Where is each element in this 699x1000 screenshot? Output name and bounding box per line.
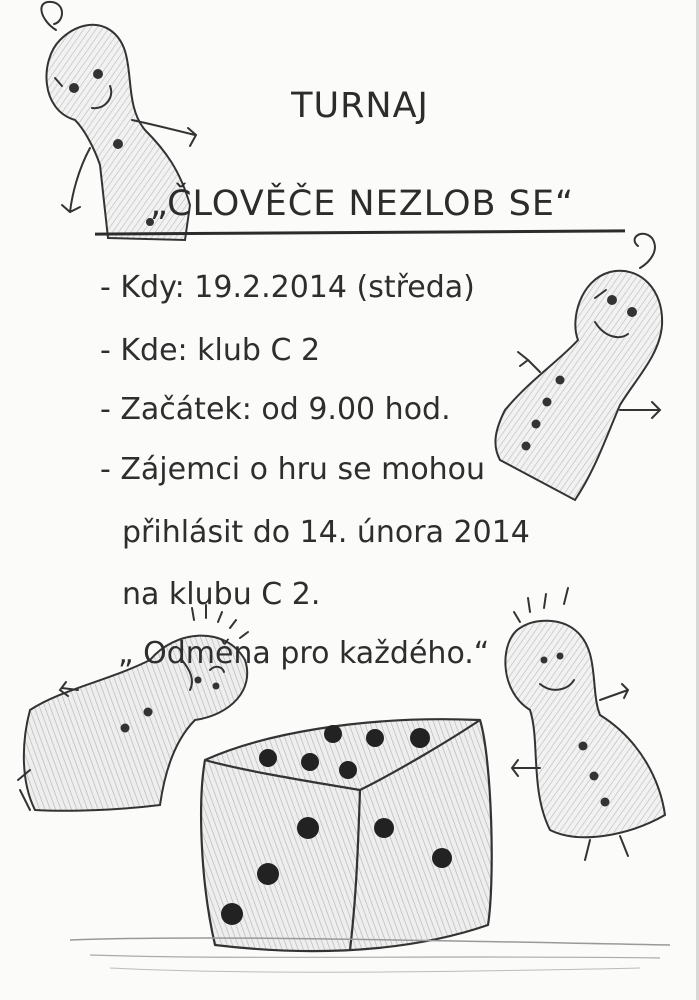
- game-piece-right: [495, 234, 662, 500]
- info-line-start: - Začátek: od 9.00 hod.: [100, 392, 451, 427]
- info-line-reward: „ Odměna pro každého.“: [118, 636, 490, 671]
- info-line-registration: - Zájemci o hru se mohou: [100, 452, 486, 487]
- poster-title: TURNAJ: [291, 86, 429, 126]
- game-piece-bottom-right: [505, 588, 665, 860]
- info-line-registration-cont: přihlásit do 14. února 2014: [122, 515, 530, 550]
- info-line-registration-place: na klubu C 2.: [122, 577, 321, 612]
- info-line-when: - Kdy: 19.2.2014 (středa): [100, 270, 475, 305]
- poster-subtitle: „ČLOVĚČE NEZLOB SE“: [149, 184, 575, 224]
- info-line-where: - Kde: klub C 2: [100, 333, 321, 368]
